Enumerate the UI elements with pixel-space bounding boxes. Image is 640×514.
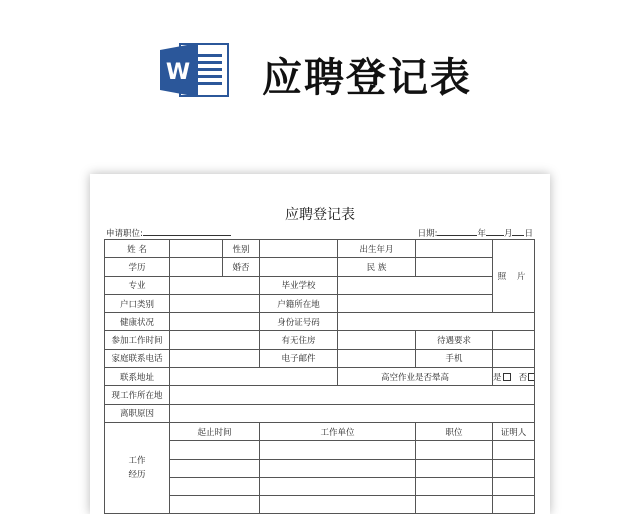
label-name: 姓 名 [105,240,170,258]
work-history-cell[interactable] [170,459,260,477]
label-ethnicity: 民 族 [338,258,416,276]
label-major: 专业 [105,276,170,294]
no-checkbox[interactable] [528,373,534,381]
label-high-altitude: 高空作业是否晕高 [338,368,493,386]
label-email: 电子邮件 [260,349,338,367]
value-id-number[interactable] [338,313,535,331]
application-form-table [104,239,535,514]
work-history-cell[interactable] [493,477,535,495]
value-leave-reason[interactable] [170,404,535,422]
work-history-cell[interactable] [493,441,535,459]
label-home-phone: 家庭联系电话 [105,349,170,367]
value-hukou-type[interactable] [170,294,260,312]
work-history-cell[interactable] [170,477,260,495]
work-history-cell[interactable] [493,459,535,477]
work-history-cell[interactable] [260,477,416,495]
label-address: 联系地址 [105,368,170,386]
label-mobile: 手机 [416,349,493,367]
label-marital: 婚否 [223,258,260,276]
label-work-start: 参加工作时间 [105,331,170,349]
label-salary-req: 待遇要求 [416,331,493,349]
word-document-icon [158,40,230,100]
value-address[interactable] [170,368,338,386]
label-work-history: 工作 经历 [105,422,170,513]
label-current-work-location: 现工作所在地 [105,386,170,404]
value-name[interactable] [170,240,223,258]
value-gender[interactable] [260,240,338,258]
work-history-cell[interactable] [416,496,493,514]
value-current-work-location[interactable] [170,386,535,404]
header-period: 起止时间 [170,422,260,440]
label-housing: 有无住房 [260,331,338,349]
value-hukou-location[interactable] [338,294,493,312]
value-major[interactable] [170,276,260,294]
work-history-cell[interactable] [260,496,416,514]
label-hukou-location: 户籍所在地 [260,294,338,312]
value-home-phone[interactable] [170,349,260,367]
label-gender: 性别 [223,240,260,258]
value-education[interactable] [170,258,223,276]
svg-text:W: W [165,60,191,85]
header-employer: 工作单位 [260,422,416,440]
value-ethnicity[interactable] [416,258,493,276]
work-history-cell[interactable] [260,459,416,477]
document-page [90,174,550,514]
value-salary-req[interactable] [493,331,535,349]
label-health: 健康状况 [105,313,170,331]
label-birth: 出生年月 [338,240,416,258]
value-school[interactable] [338,276,493,294]
value-marital[interactable] [260,258,338,276]
date-field[interactable]: 日期: 年 月 日 [417,229,533,239]
banner [0,0,640,150]
work-history-cell[interactable] [416,441,493,459]
value-email[interactable] [338,349,416,367]
work-history-cell[interactable] [416,459,493,477]
value-mobile[interactable] [493,349,535,367]
photo-box[interactable]: 照 片 [493,240,535,313]
work-history-cell[interactable] [170,441,260,459]
label-school: 毕业学校 [260,276,338,294]
work-history-cell[interactable] [260,441,416,459]
high-altitude-options: 是 否 [493,368,535,386]
work-history-cell[interactable] [493,496,535,514]
work-history-cell[interactable] [170,496,260,514]
header-reference: 证明人 [493,422,535,440]
value-housing[interactable] [338,331,416,349]
label-id-number: 身份证号码 [260,313,338,331]
value-birth[interactable] [416,240,493,258]
work-history-cell[interactable] [416,477,493,495]
value-work-start[interactable] [170,331,260,349]
applied-position-field[interactable]: 申请职位: [106,227,231,239]
label-education: 学历 [105,258,170,276]
yes-checkbox[interactable] [503,373,511,381]
header-position: 职位 [416,422,493,440]
banner-title: 应聘登记表 [262,55,472,101]
document-title: 应聘登记表 [285,207,355,223]
label-hukou-type: 户口类别 [105,294,170,312]
label-leave-reason: 离职原因 [105,404,170,422]
value-health[interactable] [170,313,260,331]
